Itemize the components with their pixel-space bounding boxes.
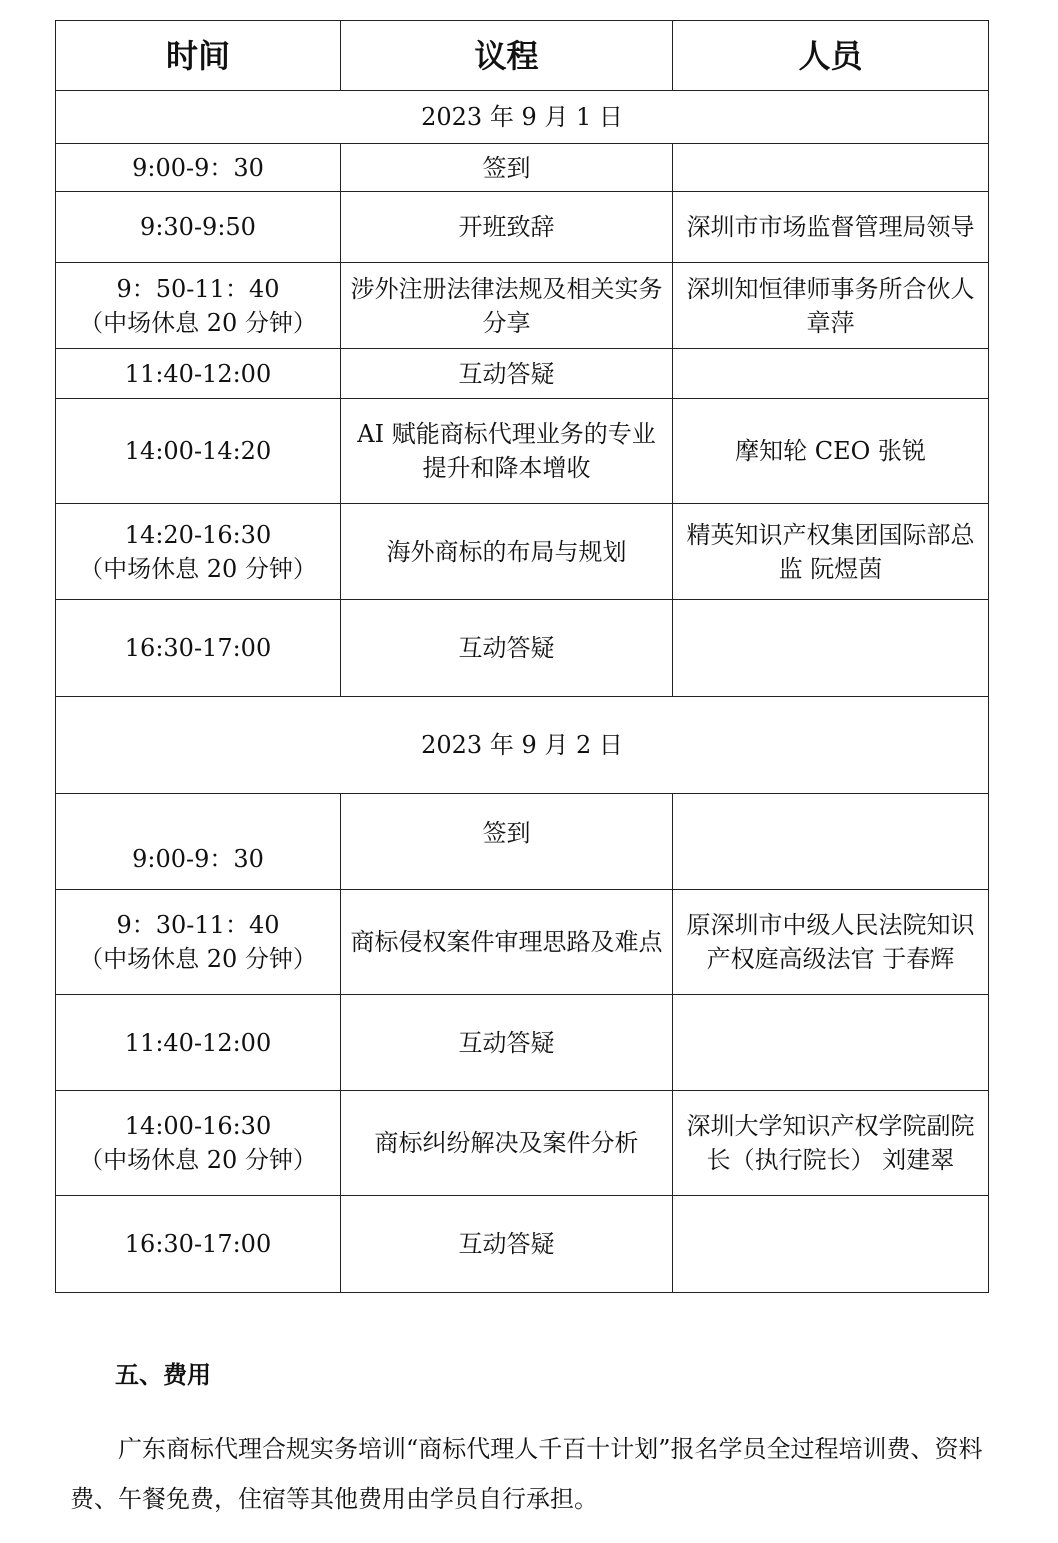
header-people: 人员 <box>673 21 989 91</box>
time-cell: 16:30-17:00 <box>56 600 341 697</box>
fees-paragraph: 广东商标代理合规实务培训“商标代理人千百十计划”报名学员全过程培训费、资料费、午餐免费，住宿等其他费用由学员自行承担。 <box>70 1435 983 1513</box>
agenda-cell: 互动答疑 <box>341 600 673 697</box>
people-cell <box>673 794 989 890</box>
people-cell <box>673 995 989 1091</box>
people-cell <box>673 1196 989 1293</box>
people-cell <box>673 600 989 697</box>
date-row <box>56 697 989 794</box>
table-row <box>56 794 989 890</box>
table-row <box>56 399 989 504</box>
people-cell: 深圳知恒律师事务所合伙人 章萍 <box>673 263 989 349</box>
day1-date: 2023 年 9 月 1 日 <box>56 91 989 144</box>
header-agenda: 议程 <box>341 21 673 91</box>
agenda-cell: 互动答疑 <box>341 349 673 399</box>
table-row <box>56 192 989 263</box>
people-cell: 精英知识产权集团国际部总监 阮煜茵 <box>673 504 989 600</box>
time-cell: 11:40-12:00 <box>56 349 341 399</box>
agenda-cell: 海外商标的布局与规划 <box>341 504 673 600</box>
table-row <box>56 890 989 995</box>
people-cell <box>673 349 989 399</box>
time-cell: 9:00-9：30 <box>56 794 341 890</box>
agenda-cell: 签到 <box>341 794 673 890</box>
agenda-cell: AI 赋能商标代理业务的专业提升和降本增收 <box>341 399 673 504</box>
agenda-table <box>55 20 989 1293</box>
agenda-cell: 商标纠纷解决及案件分析 <box>341 1091 673 1196</box>
table-row <box>56 144 989 192</box>
table-row <box>56 1196 989 1293</box>
table-row <box>56 349 989 399</box>
table-row <box>56 504 989 600</box>
people-cell: 深圳市市场监督管理局领导 <box>673 192 989 263</box>
time-cell: 9：30-11：40 （中场休息 20 分钟） <box>56 890 341 995</box>
table-row <box>56 1091 989 1196</box>
table-row <box>56 263 989 349</box>
time-cell: 11:40-12:00 <box>56 995 341 1091</box>
time-cell: 14:20-16:30 （中场休息 20 分钟） <box>56 504 341 600</box>
agenda-cell: 互动答疑 <box>341 995 673 1091</box>
agenda-cell: 开班致辞 <box>341 192 673 263</box>
header-time: 时间 <box>56 21 341 91</box>
time-cell: 14:00-16:30 （中场休息 20 分钟） <box>56 1091 341 1196</box>
table-row <box>56 600 989 697</box>
table-row <box>56 995 989 1091</box>
time-cell: 9：50-11：40 （中场休息 20 分钟） <box>56 263 341 349</box>
people-cell <box>673 144 989 192</box>
time-cell: 9:00-9：30 <box>56 144 341 192</box>
agenda-cell: 涉外注册法律法规及相关实务分享 <box>341 263 673 349</box>
people-cell: 深圳大学知识产权学院副院长（执行院长） 刘建翠 <box>673 1091 989 1196</box>
agenda-cell: 签到 <box>341 144 673 192</box>
time-cell: 9:30-9:50 <box>56 192 341 263</box>
agenda-cell: 互动答疑 <box>341 1196 673 1293</box>
agenda-cell: 商标侵权案件审理思路及难点 <box>341 890 673 995</box>
day2-date: 2023 年 9 月 2 日 <box>56 697 989 794</box>
time-cell: 14:00-14:20 <box>56 399 341 504</box>
people-cell: 摩知轮 CEO 张锐 <box>673 399 989 504</box>
time-cell: 16:30-17:00 <box>56 1196 341 1293</box>
date-row <box>56 91 989 144</box>
header-row <box>56 21 989 91</box>
fees-heading: 五、费用 <box>115 1361 211 1389</box>
people-cell: 原深圳市中级人民法院知识产权庭高级法官 于春辉 <box>673 890 989 995</box>
